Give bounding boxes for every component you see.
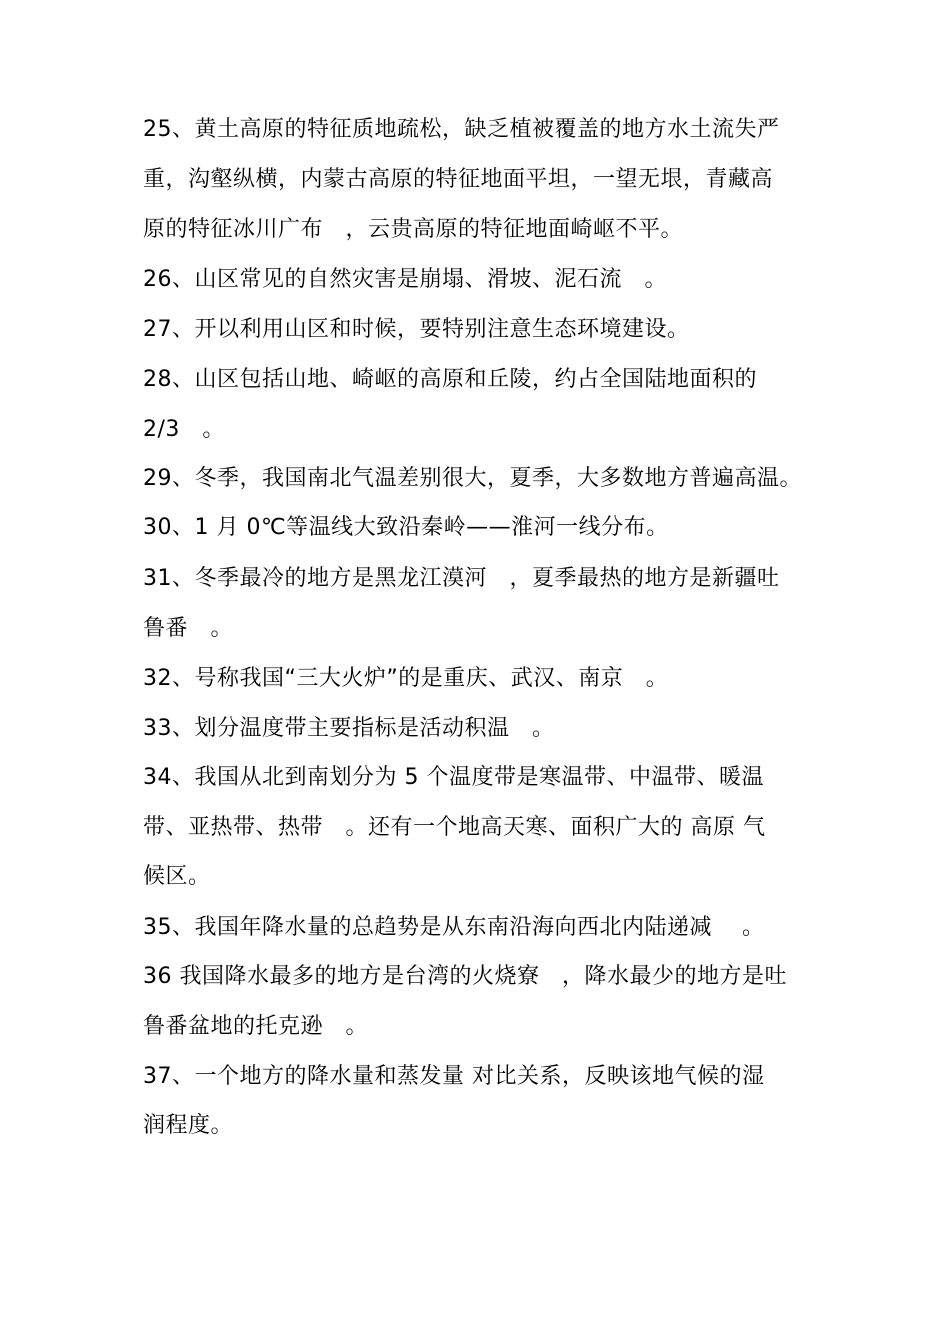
text-line: 29、冬季，我国南北气温差别很大，夏季，大多数地方普遍高温。 — [143, 466, 802, 491]
text-line: 31、冬季最冷的地方是黑龙江漠河 ，夏季最热的地方是新疆吐 — [143, 566, 780, 591]
text-line: 候区。 — [143, 864, 211, 889]
text-line: 鲁番 。 — [143, 616, 234, 641]
text-line: 36 我国降水最多的地方是台湾的火烧寮 ，降水最少的地方是吐 — [143, 964, 787, 989]
text-line: 33、划分温度带主要指标是活动积温 。 — [143, 716, 555, 741]
text-line: 26、山区常见的自然灾害是崩塌、滑坡、泥石流 。 — [143, 267, 667, 292]
text-line: 重，沟壑纵横，内蒙古高原的特征地面平坦，一望无垠，青藏高 — [143, 167, 774, 192]
text-line: 28、山区包括山地、崎岖的高原和丘陵，约占全国陆地面积的 — [143, 367, 757, 392]
text-line: 27、开以利用山区和时候，要特别注意生态环境建设。 — [143, 317, 690, 342]
text-line: 原的特征冰川广布 ，云贵高原的特征地面崎岖不平。 — [143, 217, 684, 242]
text-line: 鲁番盆地的托克逊 。 — [143, 1014, 369, 1039]
text-line: 带、亚热带、热带 。还有一个地高天寒、面积广大的 高原 气 — [143, 815, 766, 840]
text-line: 2/3 。 — [143, 417, 225, 442]
text-line: 润程度。 — [143, 1113, 234, 1138]
text-line: 34、我国从北到南划分为 5 个温度带是寒温带、中温带、暖温 — [143, 765, 764, 790]
text-line: 32、号称我国“三大火炉”的是重庆、武汉、南京 。 — [143, 666, 669, 691]
text-line: 30、1 月 0℃等温线大致沿秦岭——淮河一线分布。 — [143, 515, 669, 540]
text-line: 37、一个地方的降水量和蒸发量 对比关系，反映该地气候的湿 — [143, 1064, 765, 1089]
text-line: 35、我国年降水量的总趋势是从东南沿海向西北内陆递减 。 — [143, 915, 765, 940]
text-line: 25、黄土高原的特征质地疏松，缺乏植被覆盖的地方水土流失严 — [143, 117, 780, 142]
